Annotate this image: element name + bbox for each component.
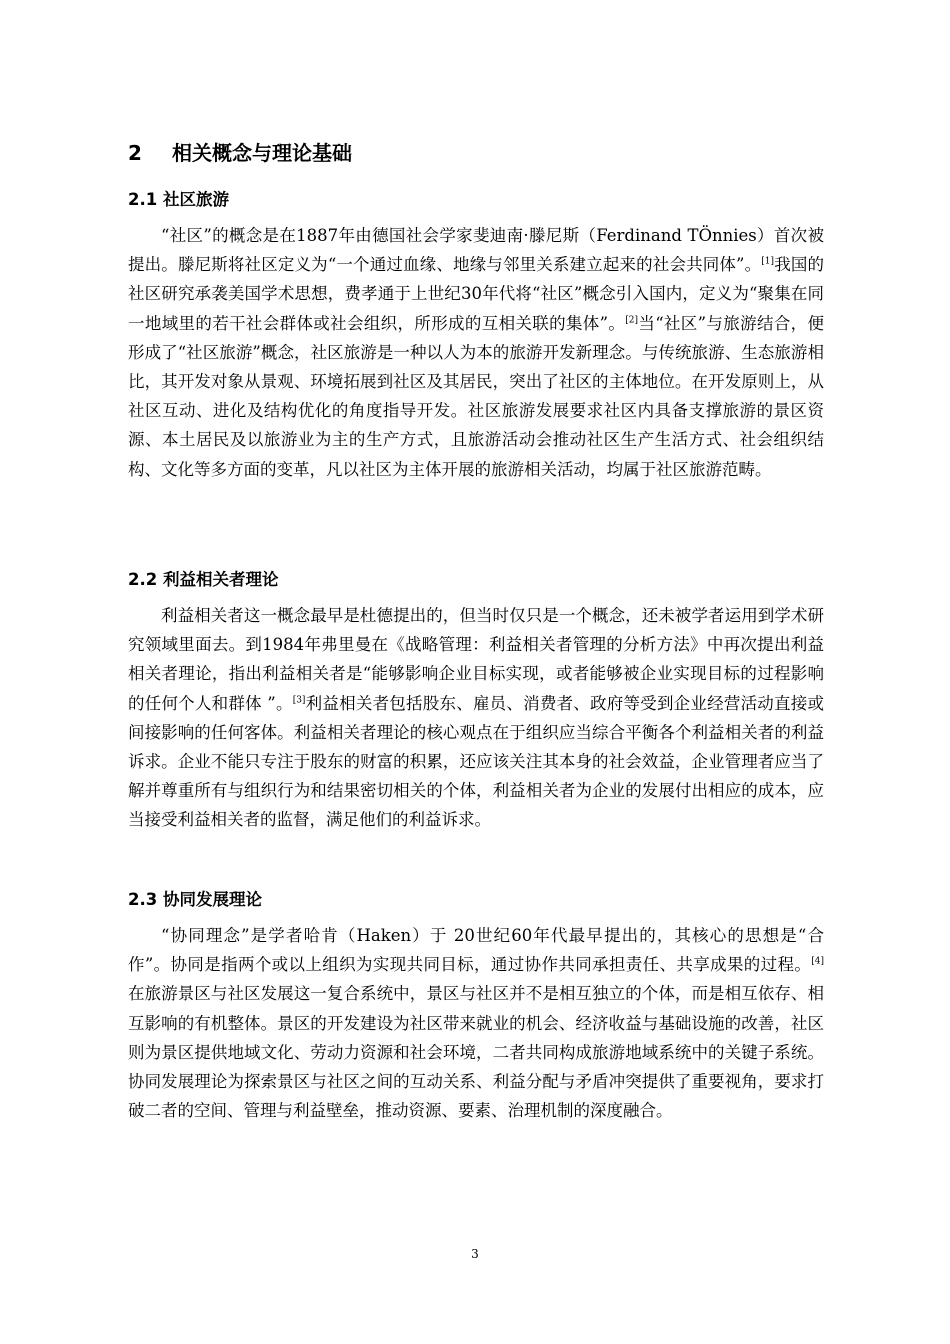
- page-number: 3: [471, 1247, 479, 1261]
- paragraph-stakeholder-theory: [128, 601, 824, 835]
- paragraph-text: 我国的社区研究承袭美国学术思想，费孝通于上世纪30年代将“社区”概念引入国内，定义为“聚集在同一地域里的若干社会群体或社会组织，所形成的互相关联的集体”。: [128, 255, 825, 333]
- paragraph-text: 利益相关者包括股东、雇员、消费者、政府等受到企业经营活动直接或间接影响的任何客体。利益相关者理论的核心观点在于组织应当综合平衡各个利益相关者的利益诉求。企业不能只专注于股东的财富的积累，还应该关注其本身的社会效益，企业管理者应当了解并尊重所有与组织行为和结果密切相关的个体，利益相关者为企业的发展付出相应的成本，应当接受利益相关者的监督，满足他们的利益诉求。: [128, 693, 824, 830]
- citation-ref: [3]: [292, 695, 306, 706]
- chapter-number: 2: [128, 141, 142, 165]
- chapter-heading: [128, 138, 352, 168]
- chapter-title: 相关概念与理论基础: [172, 141, 352, 165]
- paragraph-synergy-theory: [128, 921, 824, 1125]
- paragraph-text: 当“社区”与旅游结合，便形成了“社区旅游”概念，社区旅游是一种以人为本的旅游开发新理念。与传统旅游、生态旅游相比，其开发对象从景观、环境拓展到社区及其居民，突出了社区的主体地位。在开发原则上，从社区互动、进化及结构优化的角度指导开发。社区旅游发展要求社区内具备支撑旅游的景区资源、本土居民及以旅游业为主的生产方式，且旅游活动会推动社区生产生活方式、社会组织结构、文化等多方面的变革，凡以社区为主体开展的旅游相关活动，均属于社区旅游范畴。: [128, 313, 824, 479]
- citation-ref: [2]: [625, 315, 638, 326]
- citation-ref: [4]: [811, 956, 824, 967]
- section-heading-2-3: 2.3 协同发展理论: [128, 890, 262, 909]
- paragraph-text: 利益相关者这一概念最早是杜德提出的，但当时仅只是一个概念，还未被学者运用到学术研究领域里面去。到1984年弗里曼在《战略管理：利益相关者管理的分析方法》中再次提出利益相关者理论，指出利益相关者是“能够影响企业目标实现，或者能够被企业实现目标的过程影响的任何个人和群体 ”。: [128, 606, 824, 713]
- section-heading-2-2: 2.2 利益相关者理论: [128, 570, 279, 589]
- citation-ref: [1]: [761, 256, 775, 267]
- section-heading-2-1: 2.1 社区旅游: [128, 190, 229, 209]
- paragraph-text: 在旅游景区与社区发展这一复合系统中，景区与社区并不是相互独立的个体，而是相互依存、相互影响的有机整体。景区的开发建设为社区带来就业的机会、经济收益与基础设施的改善，社区则为景区提供地域文化、劳动力资源和社会环境，二者共同构成旅游地域系统中的关键子系统。协同发展理论为探索景区与社区之间的互动关系、利益分配与矛盾冲突提供了重要视角，要求打破二者的空间、管理与利益壁垒，推动资源、要素、治理机制的深度融合。: [128, 984, 824, 1121]
- paragraph-community-tourism: [128, 221, 824, 484]
- paragraph-text: “协同理念”是学者哈肯（Haken）于 20世纪60年代最早提出的，其核心的思想是“合作”。协同是指两个或以上组织为实现共同目标，通过协作共同承担责任、共享成果的过程。: [128, 926, 824, 975]
- paragraph-text: “社区”的概念是在1887年由德国社会学家斐迪南·滕尼斯（Ferdinand TÖnnies）首次被提出。滕尼斯将社区定义为“一个通过血缘、地缘与邻里关系建立起来的社会共同体”。: [128, 226, 824, 275]
